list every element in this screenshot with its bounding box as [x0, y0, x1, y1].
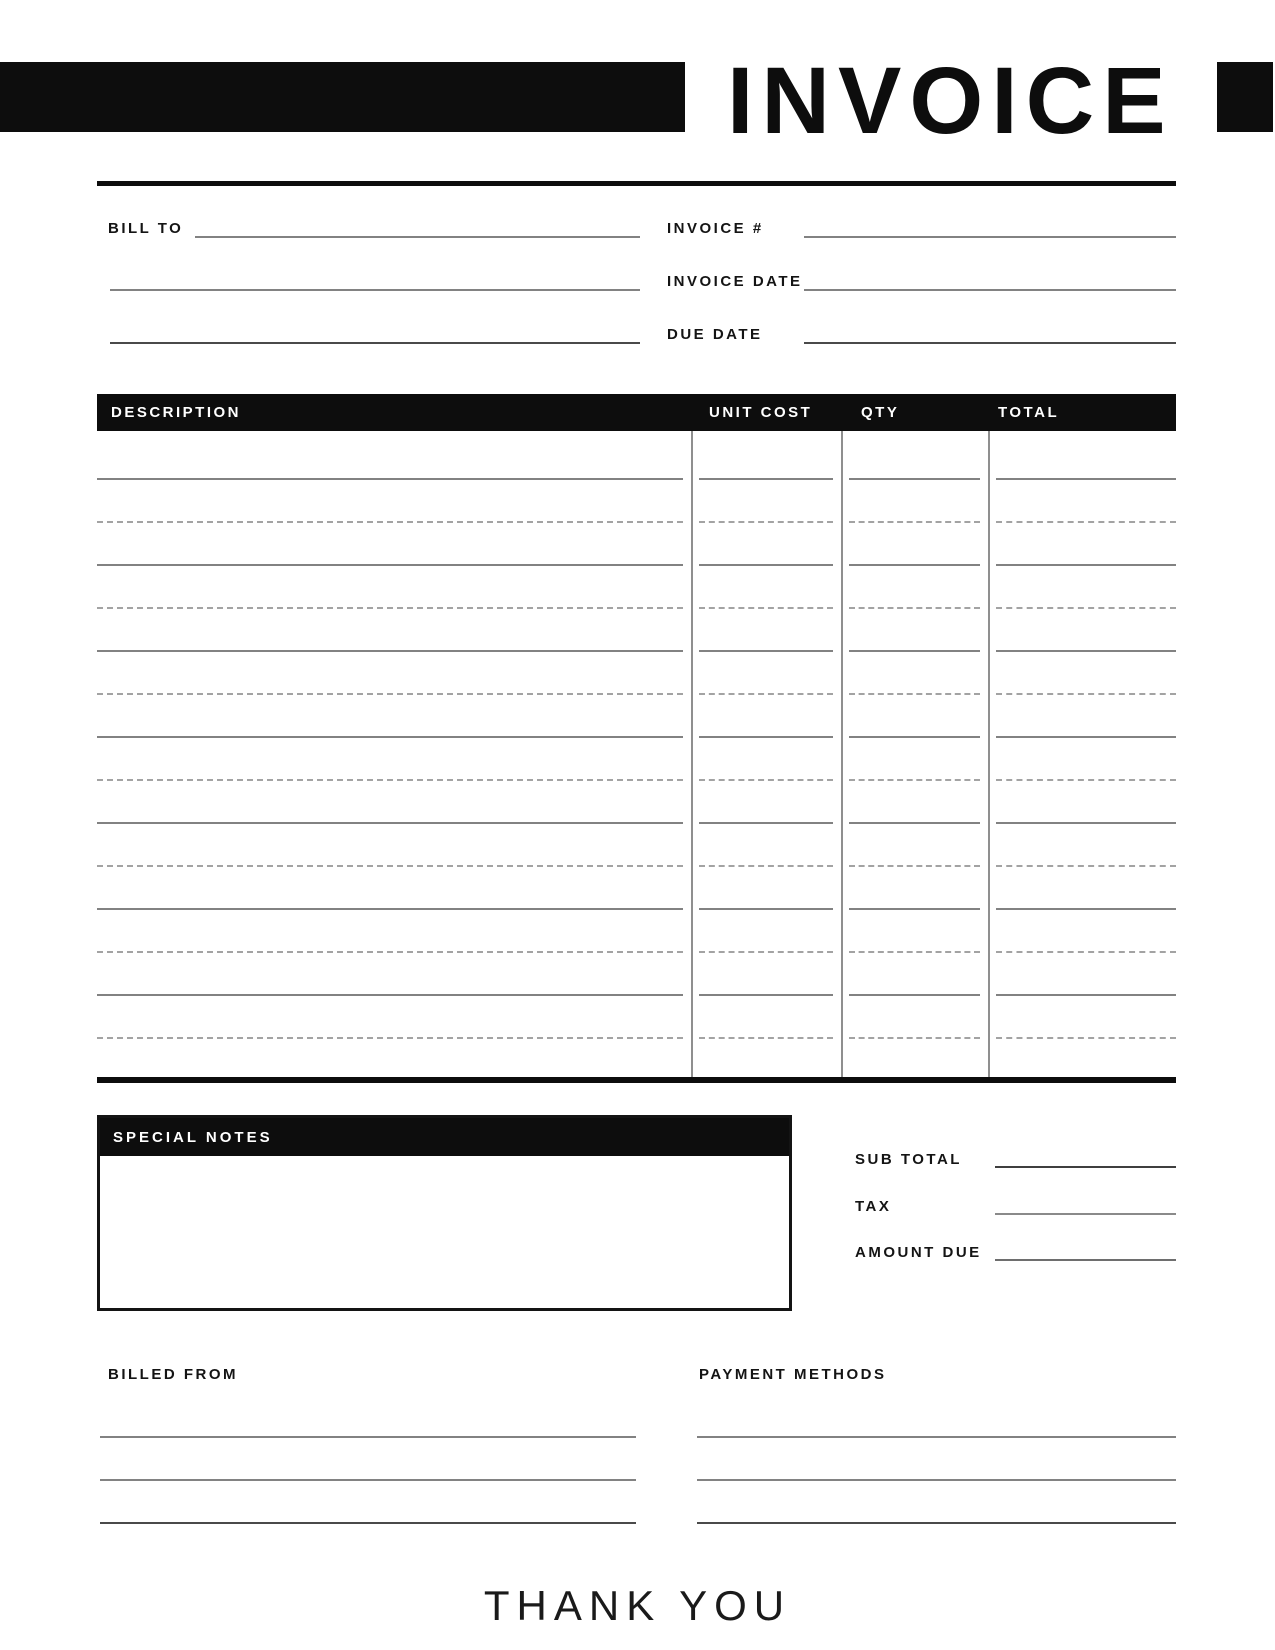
total-cell[interactable]: [996, 781, 1176, 824]
table-row[interactable]: [97, 824, 1176, 867]
payment-methods-line-1[interactable]: [697, 1436, 1176, 1438]
qty-cell[interactable]: [849, 431, 980, 480]
table-row[interactable]: [97, 695, 1176, 738]
unit-cost-cell[interactable]: [699, 781, 833, 824]
unit-cost-cell[interactable]: [699, 431, 833, 480]
column-divider-3: [988, 431, 990, 1077]
description-cell[interactable]: [97, 996, 683, 1039]
total-cell[interactable]: [996, 953, 1176, 996]
column-header-unit-cost: UNIT COST: [709, 404, 813, 421]
unit-cost-cell[interactable]: [699, 695, 833, 738]
subtotal-label: SUB TOTAL: [855, 1151, 962, 1168]
special-notes-input[interactable]: [100, 1156, 789, 1311]
total-cell[interactable]: [996, 824, 1176, 867]
unit-cost-cell[interactable]: [699, 738, 833, 781]
qty-cell[interactable]: [849, 652, 980, 695]
tax-label: TAX: [855, 1198, 892, 1215]
special-notes-header: [100, 1118, 789, 1156]
invoice-number-line[interactable]: [804, 236, 1176, 238]
column-header-total: TOTAL: [998, 404, 1060, 421]
total-cell[interactable]: [996, 910, 1176, 953]
description-cell[interactable]: [97, 566, 683, 609]
bill-to-line-1[interactable]: [195, 236, 640, 238]
unit-cost-cell[interactable]: [699, 824, 833, 867]
total-cell[interactable]: [996, 431, 1176, 480]
unit-cost-cell[interactable]: [699, 566, 833, 609]
unit-cost-cell[interactable]: [699, 910, 833, 953]
unit-cost-cell[interactable]: [699, 953, 833, 996]
thank-you-text: THANK YOU: [483, 1582, 792, 1629]
description-cell[interactable]: [97, 867, 683, 910]
billed-from-line-2[interactable]: [100, 1479, 636, 1481]
table-row[interactable]: [97, 431, 1176, 480]
unit-cost-cell[interactable]: [699, 480, 833, 523]
bill-to-line-3[interactable]: [110, 342, 640, 344]
column-divider-2: [841, 431, 843, 1077]
unit-cost-cell[interactable]: [699, 652, 833, 695]
description-cell[interactable]: [97, 824, 683, 867]
qty-cell[interactable]: [849, 738, 980, 781]
tax-line[interactable]: [995, 1213, 1176, 1215]
special-notes-label: SPECIAL NOTES: [113, 1128, 273, 1146]
invoice-date-label: INVOICE DATE: [667, 273, 803, 290]
qty-cell[interactable]: [849, 566, 980, 609]
qty-cell[interactable]: [849, 523, 980, 566]
table-row[interactable]: [97, 867, 1176, 910]
qty-cell[interactable]: [849, 996, 980, 1039]
unit-cost-cell[interactable]: [699, 609, 833, 652]
bill-to-line-2[interactable]: [110, 289, 640, 291]
total-cell[interactable]: [996, 523, 1176, 566]
table-row[interactable]: [97, 480, 1176, 523]
total-cell[interactable]: [996, 738, 1176, 781]
total-cell[interactable]: [996, 652, 1176, 695]
qty-cell[interactable]: [849, 910, 980, 953]
header-bar-decoration: [0, 62, 685, 132]
description-cell[interactable]: [97, 781, 683, 824]
total-cell[interactable]: [996, 996, 1176, 1039]
qty-cell[interactable]: [849, 867, 980, 910]
unit-cost-cell[interactable]: [699, 996, 833, 1039]
unit-cost-cell[interactable]: [699, 523, 833, 566]
description-cell[interactable]: [97, 431, 683, 480]
amount-due-label: AMOUNT DUE: [855, 1244, 982, 1261]
table-row[interactable]: [97, 609, 1176, 652]
qty-cell[interactable]: [849, 609, 980, 652]
payment-methods-label: PAYMENT METHODS: [699, 1366, 887, 1383]
payment-methods-line-3[interactable]: [697, 1522, 1176, 1524]
description-cell[interactable]: [97, 652, 683, 695]
table-row[interactable]: [97, 652, 1176, 695]
column-divider-1: [691, 431, 693, 1077]
invoice-number-label: INVOICE #: [667, 220, 764, 237]
description-cell[interactable]: [97, 609, 683, 652]
description-cell[interactable]: [97, 695, 683, 738]
qty-cell[interactable]: [849, 824, 980, 867]
special-notes-box: [97, 1115, 792, 1311]
invoice-date-line[interactable]: [804, 289, 1176, 291]
qty-cell[interactable]: [849, 695, 980, 738]
table-row[interactable]: [97, 523, 1176, 566]
total-cell[interactable]: [996, 480, 1176, 523]
description-cell[interactable]: [97, 910, 683, 953]
table-row[interactable]: [97, 910, 1176, 953]
billed-from-line-1[interactable]: [100, 1436, 636, 1438]
qty-cell[interactable]: [849, 781, 980, 824]
items-table-header: [97, 394, 1176, 431]
total-cell[interactable]: [996, 867, 1176, 910]
items-rows: [97, 431, 1176, 1083]
amount-due-line[interactable]: [995, 1259, 1176, 1261]
header-square-decoration: [1217, 62, 1273, 132]
column-header-description: DESCRIPTION: [111, 404, 242, 421]
table-row[interactable]: [97, 738, 1176, 781]
page-title: INVOICE: [727, 48, 1174, 154]
payment-methods-line-2[interactable]: [697, 1479, 1176, 1481]
billed-from-label: BILLED FROM: [108, 1366, 238, 1383]
total-cell[interactable]: [996, 566, 1176, 609]
column-header-qty: QTY: [861, 404, 900, 421]
bill-to-label: BILL TO: [108, 220, 184, 237]
description-cell[interactable]: [97, 738, 683, 781]
total-cell[interactable]: [996, 695, 1176, 738]
subtotal-line[interactable]: [995, 1166, 1176, 1168]
table-row[interactable]: [97, 781, 1176, 824]
due-date-line[interactable]: [804, 342, 1176, 344]
description-cell[interactable]: [97, 953, 683, 996]
description-cell[interactable]: [97, 523, 683, 566]
header-rule: [97, 181, 1176, 186]
description-cell[interactable]: [97, 480, 683, 523]
table-row[interactable]: [97, 566, 1176, 609]
table-row[interactable]: [97, 996, 1176, 1039]
total-cell[interactable]: [996, 609, 1176, 652]
qty-cell[interactable]: [849, 953, 980, 996]
billed-from-line-3[interactable]: [100, 1522, 636, 1524]
qty-cell[interactable]: [849, 480, 980, 523]
unit-cost-cell[interactable]: [699, 867, 833, 910]
table-row[interactable]: [97, 953, 1176, 996]
due-date-label: DUE DATE: [667, 326, 763, 343]
